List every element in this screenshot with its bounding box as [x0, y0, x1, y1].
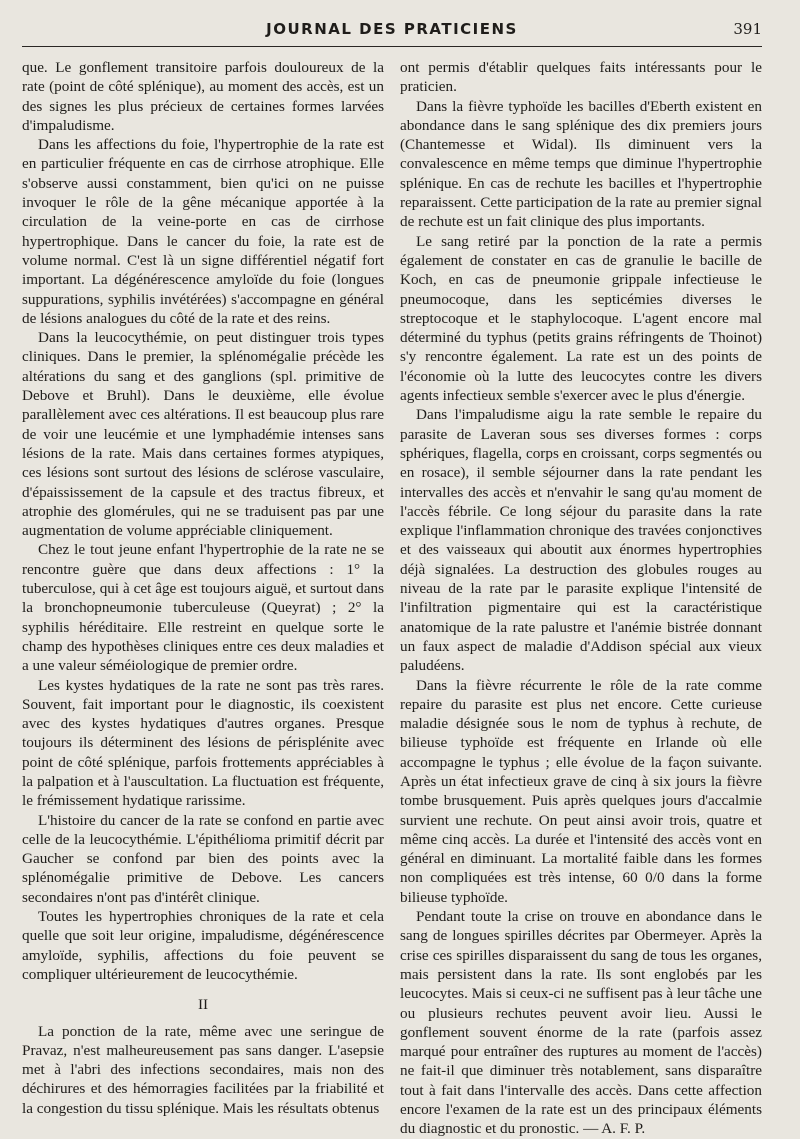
paragraph: L'histoire du cancer de la rate se confond en partie avec celle de la leucocythémie. L'épithélioma primitif décrit par Gaucher se confond par bien des points avec la splénomégalie primitive de Debove. Les cancers secondaires n'ont pas d'intérêt clinique.: [22, 811, 384, 906]
journal-title: JOURNAL DES PRATICIENS: [266, 20, 518, 38]
running-header: [22, 18, 762, 42]
paragraph: Dans l'impaludisme aigu la rate semble le repaire du parasite de Laveran sous ses diverses formes : corps sphériques, flagella, corps en croissant, corps segmentés ou en rosace), il semble séjourner dans la rate pendant les intervalles des accès et n'envahir le sang qu'au moment de l'accès fébrile. Ce long séjour du parasite dans la rate explique l'inflammation chronique des travées conjonctives et des vaisseaux qui aboutit aux énormes hypertrophies déjà signalées. La destruction des globules rouges au niveau de la rate par le parasite explique l'intensité de l'infiltration pigmentaire qui est la caractéristique anatomique de la rate palustre et l'anémie bistrée donnant un faux aspect de maladie d'Addison spécial aux vieux paludéens.: [400, 406, 762, 675]
paragraph: Dans la leucocythémie, on peut distinguer trois types cliniques. Dans le premier, la splénomégalie précède les altérations du sang et des ganglions (spl. primitive de Debove et Bruhl). Dans le deuxième, elle évolue parallèlement avec ces altérations. Il est beaucoup plus rare de voir une leucémie et une lymphadémie intenses sans lésions de la rate. Mais dans certaines formes atypiques, ces lésions sont surtout des lésions de sclérose vasculaire, d'épaississement de la capsule et des tractus fibreux, et atrophie des glomérules, qui ne se traduisent pas par une augmentation de volume appréciable cliniquement.: [22, 329, 384, 540]
paragraph: ont permis d'établir quelques faits intéressants pour le praticien.: [400, 59, 762, 96]
paragraph: Dans les affections du foie, l'hypertrophie de la rate est en particulier fréquente en cas de cirrhose atrophique. Elle s'observe aussi constamment, bien qu'ici on ne puisse invoquer le rôle de la gêne mécanique apportée à la circulation de la veine-porte en cas de cirrhose hypertrophique. Dans le cancer du foie, la rate est de volume normal. C'est là un signe différentiel négatif fort important. La dégénérescence amyloïde du foie (longues suppurations, syphilis invétérées) s'accompagne en général de lésions analogues du côté de la rate et des reins.: [22, 136, 384, 327]
paragraph: Le sang retiré par la ponction de la rate a permis également de constater en cas de granulie le bacille de Koch, en cas de pneumonie grippale infectieuse le pneumocoque, dans les septicémies diverses le streptocoque et le staphylocoque. L'agent encore mal déterminé du typhus (petits grains réfringents de Thoinot) s'y rencontre également. La rate est un des points de l'économie où la lutte des leucocytes contre les divers agents infectieux semble s'exercer avec le plus d'énergie.: [400, 232, 762, 405]
text-columns: [22, 58, 762, 1139]
paragraph: Dans la fièvre typhoïde les bacilles d'Eberth existent en abondance dans le sang splénique des dix premiers jours (Chantemesse et Widal). Ils diminuent vers la convalescence en même temps que diminue l'hypertrophie splénique. En cas de rechute les bacilles et l'hypertrophie reparaissent. Cette participation de la rate au premier signal de rechute est un fait clinique des plus importants.: [400, 97, 762, 231]
paragraph: Pendant toute la crise on trouve en abondance dans le sang de longues spirilles décrites par Obermeyer. Après la crise ces spirilles disparaissent du sang de tous les organes, mais persistent dans la rate. Ils sont englobés par les leucocytes. Mais si ceux-ci ne suffisent pas à leur tâche une ou plusieurs rechutes peuvent avoir lieu. Aussi le gonflement souvent énorme de la rate (parfois assez marqué pour entraîner des ruptures au moment de l'accès) ne fait-il que diminuer très notablement, sans disparaître tout à fait dans l'intervalle des accès. Dans cette affection encore l'examen de la rate est un des principaux éléments du diagnostic et du pronostic. — A. F. P.: [400, 908, 762, 1138]
paragraph: La ponction de la rate, même avec une seringue de Pravaz, n'est malheureusement pas sans danger. L'asepsie met à l'abri des infections secondaires, mais non des déchirures et des hémorragies facilitées par la friabilité et la congestion du tissu splénique. Mais les résultats obtenus: [22, 1022, 384, 1117]
section-heading: II: [197, 996, 209, 1014]
right-column: [400, 58, 762, 1139]
paragraph: Chez le tout jeune enfant l'hypertrophie de la rate ne se rencontre guère que dans deux affections : 1° la tuberculose, qui à cet âge est toujours aiguë, et surtout dans la bronchopneumonie tuberculeuse (Queyrat) ; 2° la syphilis héréditaire. Elle restreint en quelque sorte le champ des hypothèses cliniques entre ces deux maladies et a une valeur séméiologique de premier ordre.: [22, 541, 384, 675]
paragraph: Dans la fièvre récurrente le rôle de la rate comme repaire du parasite est plus net encore. Cette curieuse maladie désignée sous le nom de typhus à rechute, de bilieuse typhoïde est fréquente en Irlande où elle accompagne le typhus ; elle évolue de la façon suivante. Après un état infectieux grave de cinq à six jours la fièvre tombe brusquement. Puis après quelques jours d'accalmie survient une rechute. On peut ainsi avoir trois, quatre et même cinq accès. La durée et l'intensité des accès vont en général en diminuant. La mortalité faible dans les formes non compliquées est très intense, 60 0/0 dans la forme bilieuse typhoïde.: [400, 676, 762, 906]
header-rule: [22, 46, 762, 47]
paragraph: Les kystes hydatiques de la rate ne sont pas très rares. Souvent, fait important pour le diagnostic, ils coexistent avec des kystes hydatiques d'autres organes. Presque toujours ils déterminent des lésions de périsplénite avec point de côté splénique, parfois frottements appréciables à la palpation et à l'auscultation. La fluctuation est fréquente, le frémissement hydatique rarissime.: [22, 676, 384, 810]
left-column: [22, 58, 384, 1139]
paragraph: que. Le gonflement transitoire parfois douloureux de la rate (point de côté splénique), au moment des accès, est un des signes les plus précieux de certaines formes larvées d'impaludisme.: [22, 59, 384, 134]
paragraph: Toutes les hypertrophies chroniques de la rate et cela quelle que soit leur origine, impaludisme, dégénérescence amyloïde, syphilis, affections du foie peuvent se compliquer ultérieurement de leucocythémie.: [22, 908, 384, 983]
page-number: 391: [733, 20, 762, 38]
